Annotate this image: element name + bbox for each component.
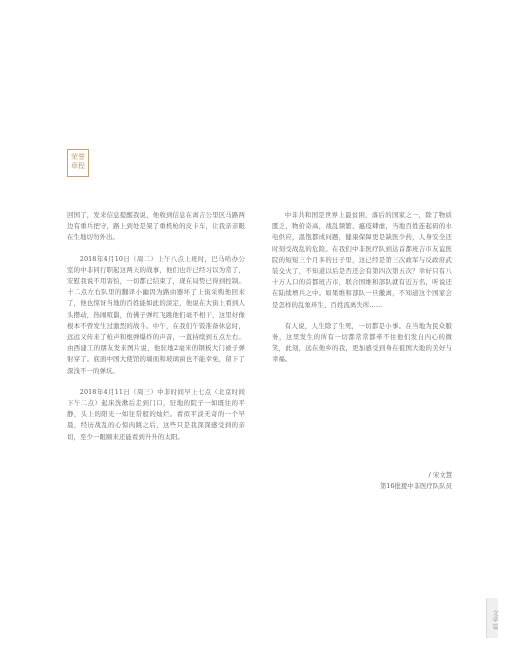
- right-column: [272, 210, 452, 376]
- left-paragraph-2: 2018年4月10日（周二）上午八点上班时，巴马哈办公室的中非同行职起这两天的战事，他们也许已经习以为常了，安慰我说不用害怕，一切都已结束了，现在局势已得到控制。十二点左右队里的翻译小幽因为路由器坏了上街采购他回来了，他也惊讶当地的百姓能如此的淡定，他说在大街上看到人头攒动，热闹喧嚣，仿佛子弹红飞跳他们毫不相干，这里好像根本不曾发生过激烈的战斗。中午，在我们午饭准备休息时，远远又传来了枪声和炮弹爆炸的声音，一直持续到五点左右。由西建工的朋友发来图片说，他驻地2毫米的钢板大门被子弹射穿了。底面中国大使馆的墙面和玻璃窗也不能幸免，留下了深浅不一的弹坑。: [67, 254, 245, 375]
- badge-line-2: 章程: [71, 162, 85, 170]
- signature-author: / 宋文慧: [428, 471, 452, 479]
- left-paragraph-1: 回国了，发来信息提醒我说，他收到信息在离吉公里区马路两边有重兵把守，路上到处是架了重机枪的皮卡车，让我亲亲眼在生地切勿外出。: [67, 211, 245, 242]
- section-badge: [67, 149, 89, 177]
- badge-line-1: 荣誉: [71, 153, 85, 161]
- signature-block: [272, 470, 452, 492]
- left-column: [67, 210, 245, 453]
- right-paragraph-1: 中非共和国是世界上最贫困，落后的国家之一，除了物质匮乏，物价奇高，战乱频繁，瘟疫肆虐，当地百姓连起码的水电供应，温饱都成问题，健康保障更是缺医少药，人身安全还时刻受战乱的危险。在我们中非医疗队到达首都班吉市友谊医院的短短三个月多的日子里，这已经是第三次政军与反政府武装交火了，不知道以后是否还会有第四次第五次？幸好只有八十万人口的首都班吉市，联合国维和部队就有近万名，听说还在陆续增兵之中。如果维和部队一旦撤离，不知道这个国家会是怎样的乱象环生、百姓流离失所……: [272, 211, 452, 309]
- side-bookmark-tab: 文章 篇: [486, 598, 498, 638]
- signature-role: 第16批援中非医疗队队员: [379, 482, 452, 490]
- left-paragraph-3: 2018年4月11日（周三）中非时间早上七点（北京时间下午二点）起床洗漱后走到门口，驻地的院子一如既往的平静，头上的阳光一如往常般的灿烂。看似平淡无奇的一个早晨，经历战乱的心惊肉跳之后，这些只是我深深感受到的亲切，至少一眼顺来还能看到升升的太阳。: [67, 387, 245, 441]
- right-paragraph-2: 有人说，人生除了生死，一切都是小事。在当地为民众服务，这里发生的所有一切都常常都牵不住他们发自内心的微笑，此刻，远在他乡的我，更加感受到身在祖国大地的美好与幸福。: [272, 321, 452, 364]
